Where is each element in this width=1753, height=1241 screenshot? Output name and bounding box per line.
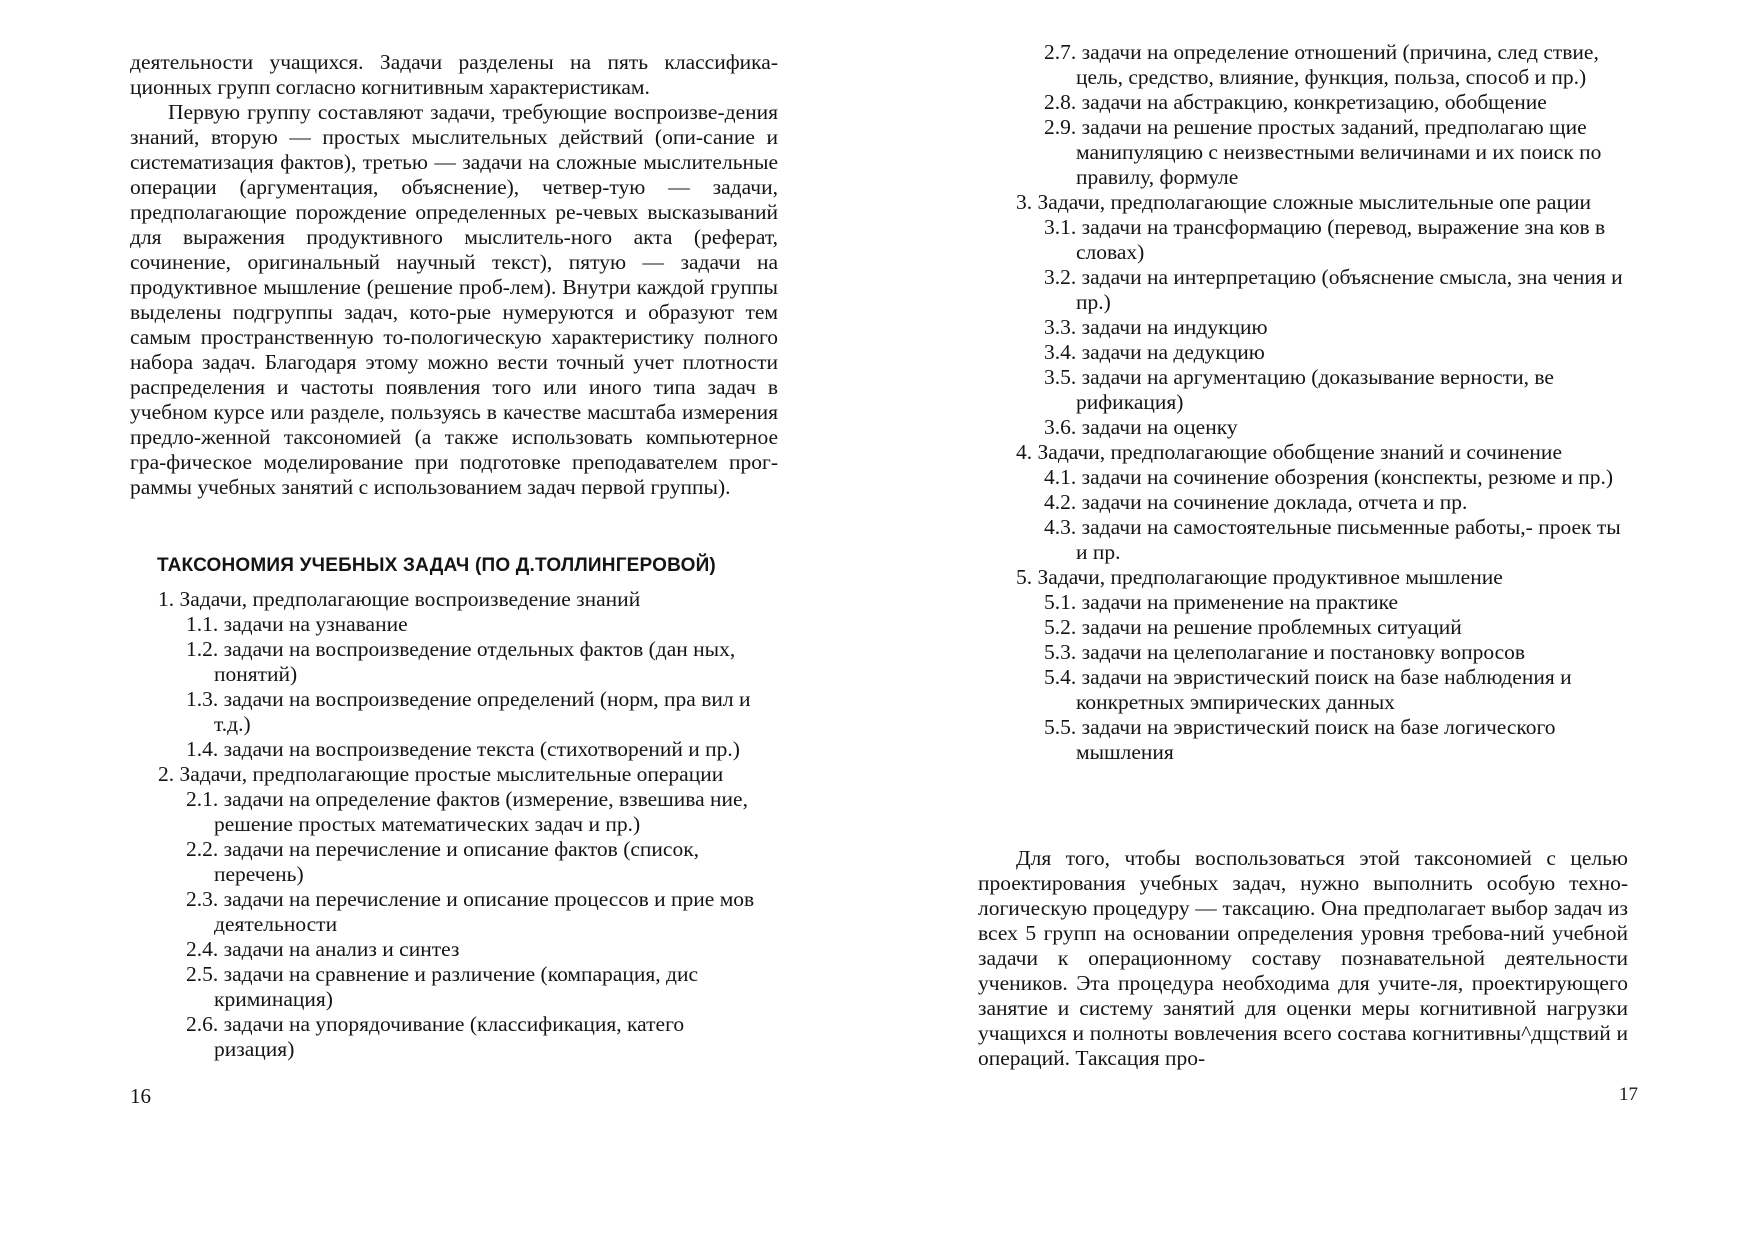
list-item: 2.3. задачи на перечисление и описание процессов и прие мов деятельности <box>186 887 755 936</box>
page-number-left: 16 <box>130 1084 151 1108</box>
left-intro-text <box>130 50 778 500</box>
list-item: 3.4. задачи на дедукцию <box>1044 340 1265 364</box>
list-item: 1.2. задачи на воспроизведение отдельных фактов (дан ных, понятий) <box>186 637 736 686</box>
left-paragraph-1: деятельности учащихся. Задачи разделены на пять классифика-ционных групп согласно когнитивным характеристикам. <box>130 50 778 99</box>
right-taxonomy-list <box>1016 40 1636 765</box>
right-page <box>876 0 1753 1241</box>
list-item: 1.3. задачи на воспроизведение определений (норм, пра вил и т.д.) <box>186 687 751 736</box>
left-taxonomy-list <box>158 587 758 1062</box>
list-item: 2.9. задачи на решение простых заданий, предполагаю щие манипуляцию с неизвестными величинами и их поиск по правилу, формуле <box>1044 115 1602 189</box>
list-item: 2.5. задачи на сравнение и различение (компарация, дис криминация) <box>186 962 698 1011</box>
list-item: 1.1. задачи на узнавание <box>186 612 408 636</box>
list-item: 3.6. задачи на оценку <box>1044 415 1238 439</box>
list-item: 3.3. задачи на индукцию <box>1044 315 1268 339</box>
list-item: 2.6. задачи на упорядочивание (классификация, катего ризация) <box>186 1012 685 1061</box>
list-item: 3.2. задачи на интерпретацию (объяснение смысла, зна чения и пр.) <box>1044 265 1623 314</box>
left-paragraph-2: Первую группу составляют задачи, требующие воспроизве-дения знаний, вторую — простых мыслительных действий (опи-сание и систематизация фактов), третью — задачи на сложные мыслительные операции (аргументация, объяснение), четвер-тую — задачи, предполагающие порождение определенных ре-чевых высказываний для выражения продуктивного мыслитель-ного акта (реферат, сочинение, оригинальный научный текст), пятую — задачи на продуктивное мышление (решение проб-лем). Внутри каждой группы выделены подгруппы задач, кото-рые нумеруются и образуют тем самым пространственную то-пологическую характеристику полного набора задач. Благодаря этому можно вести точный учет плотности распределения и частоты появления того или иного типа задач в учебном курсе или разделе, пользуясь в качестве масштаба измерения предло-женной таксономией (а также использовать компьютерное гра-фическое моделирование при подготовке преподавателем прог-раммы учебных занятий с использованием задач первой группы). <box>130 100 778 499</box>
list-item: 5. Задачи, предполагающие продуктивное мышление <box>1016 565 1503 589</box>
list-item: 1.4. задачи на воспроизведение текста (стихотворений и пр.) <box>186 737 740 761</box>
taxonomy-heading: ТАКСОНОМИЯ УЧЕБНЫХ ЗАДАЧ (ПО Д.ТОЛЛИНГЕРОВОЙ) <box>157 555 716 576</box>
right-paragraph-block <box>978 846 1628 1071</box>
list-item: 3.1. задачи на трансформацию (перевод, выражение зна ков в словах) <box>1044 215 1606 264</box>
list-item: 3.5. задачи на аргументацию (доказывание верности, ве рификация) <box>1044 365 1554 414</box>
list-item: 5.5. задачи на эвристический поиск на базе логического мышления <box>1044 715 1556 764</box>
page-number-right: 17 <box>1619 1084 1638 1105</box>
list-item: 2.1. задачи на определение фактов (измерение, взвешива ние, решение простых математических задач и пр.) <box>186 787 748 836</box>
list-item: 3. Задачи, предполагающие сложные мыслительные опе рации <box>1016 190 1591 214</box>
list-item: 2.7. задачи на определение отношений (причина, след ствие, цель, средство, влияние, функция, польза, способ и пр.) <box>1044 40 1599 89</box>
list-item: 4. Задачи, предполагающие обобщение знаний и сочинение <box>1016 440 1562 464</box>
list-item: 5.3. задачи на целеполагание и постановку вопросов <box>1044 640 1526 664</box>
left-page <box>0 0 876 1241</box>
list-item: 2.8. задачи на абстракцию, конкретизацию, обобщение <box>1044 90 1547 114</box>
list-item: 4.1. задачи на сочинение обозрения (конспекты, резюме и пр.) <box>1044 465 1614 489</box>
list-item: 4.2. задачи на сочинение доклада, отчета и пр. <box>1044 490 1468 514</box>
list-item: 1. Задачи, предполагающие воспроизведение знаний <box>158 587 641 611</box>
list-item: 5.1. задачи на применение на практике <box>1044 590 1399 614</box>
list-item: 2.2. задачи на перечисление и описание фактов (список, перечень) <box>186 837 700 886</box>
list-item: 5.2. задачи на решение проблемных ситуаций <box>1044 615 1462 639</box>
right-paragraph: Для того, чтобы воспользоваться этой таксономией с целью проектирования учебных задач, нужно выполнить особую техно-логическую процедуру — таксацию. Она предполагает выбор задач из всех 5 групп на основании определения уровня требова-ний учебной задачи к операционному составу познавательной деятельности учеников. Эта процедура необходима для учите-ля, проектирующего занятие и систему занятий для оценки меры когнитивной нагрузки учащихся и полноты вовлечения всего состава когнитивны^дщствий и операций. Таксация про- <box>978 846 1628 1070</box>
list-item: 2. Задачи, предполагающие простые мыслительные операции <box>158 762 724 786</box>
list-item: 4.3. задачи на самостоятельные письменные работы,- проек ты и пр. <box>1044 515 1621 564</box>
list-item: 5.4. задачи на эвристический поиск на базе наблюдения и конкретных эмпирических данных <box>1044 665 1572 714</box>
list-item: 2.4. задачи на анализ и синтез <box>186 937 460 961</box>
